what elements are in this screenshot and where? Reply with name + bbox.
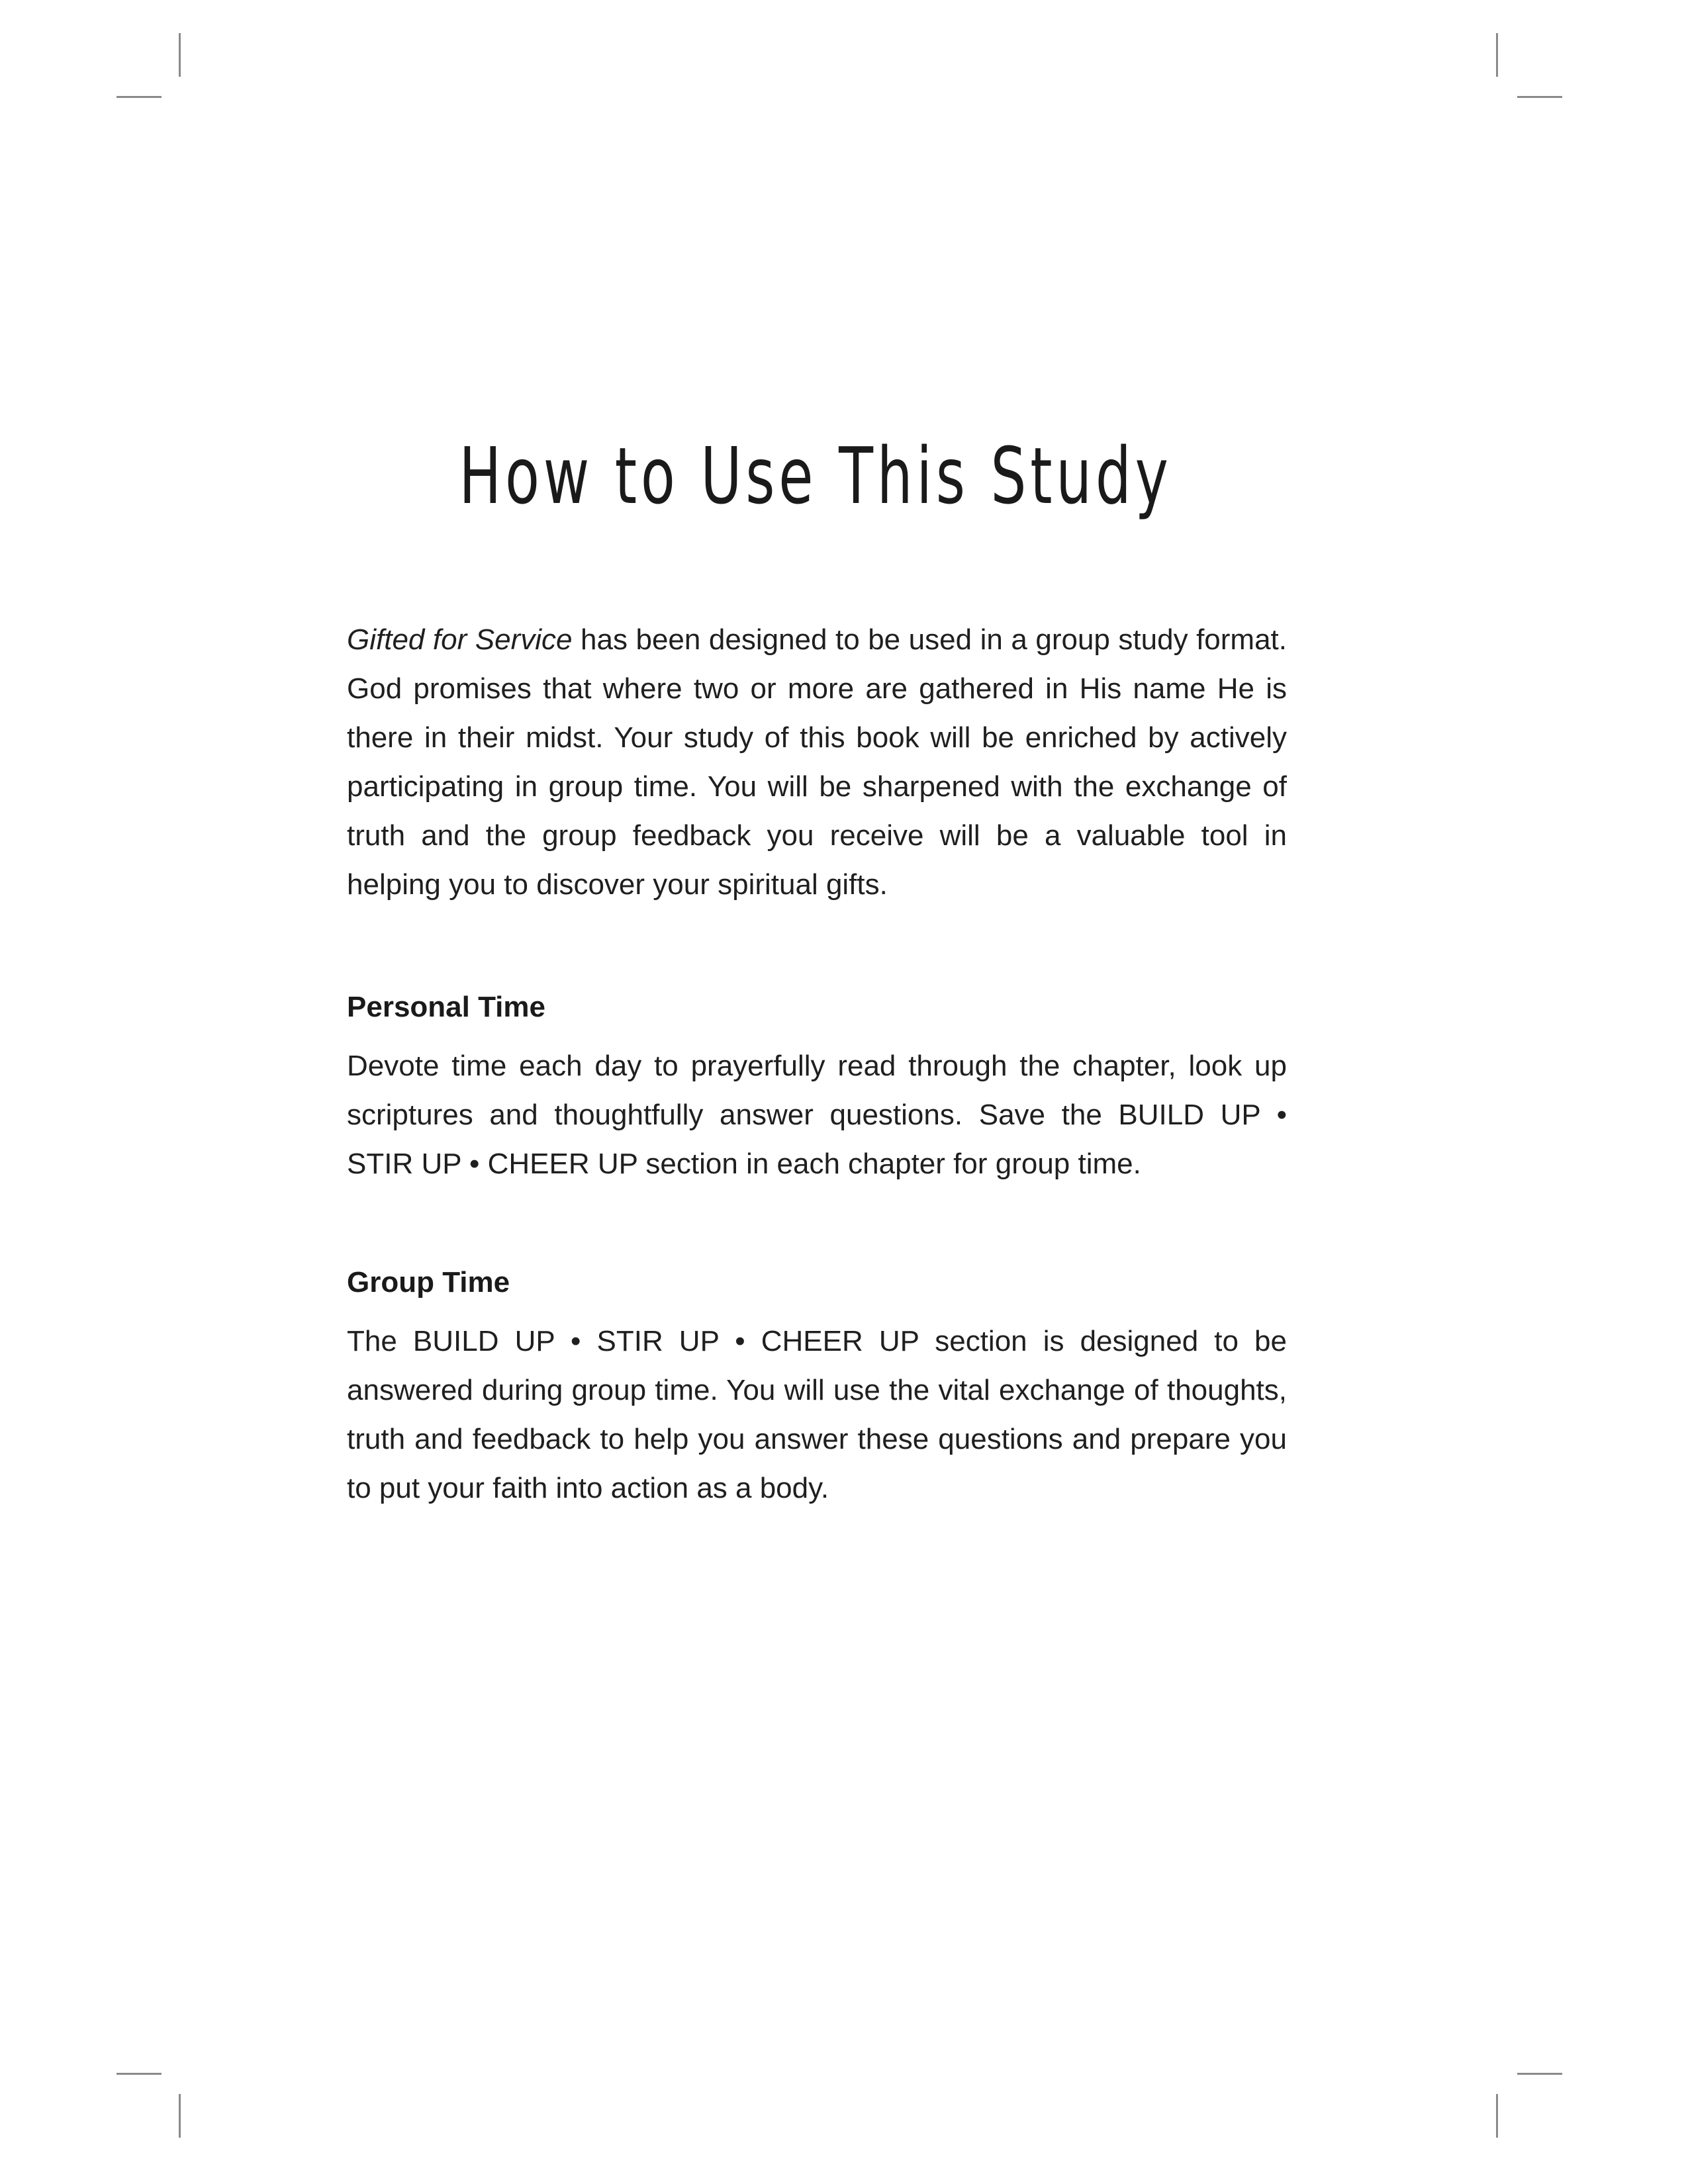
intro-paragraph	[347, 615, 1287, 909]
crop-mark-top-right-vertical	[1496, 33, 1498, 77]
section-group-time	[347, 1263, 1287, 1513]
section-text-group-time: The BUILD UP • STIR UP • CHEER UP section is designed to be answered during group time. You will use the vital exchange of thoughts, truth and feedback to help you answer these questions and prepare you to put your faith into action as a body.	[347, 1325, 1287, 1504]
crop-mark-bottom-left-horizontal	[117, 2073, 162, 2075]
page-content	[347, 615, 1287, 1513]
page-title: How to Use This Study	[459, 430, 1172, 522]
crop-mark-top-left-horizontal	[117, 96, 162, 98]
section-personal-time	[347, 987, 1287, 1189]
crop-mark-bottom-left-vertical	[179, 2094, 181, 2138]
section-heading-group-time: Group Time	[347, 1266, 510, 1298]
crop-mark-bottom-right-horizontal	[1517, 2073, 1562, 2075]
crop-mark-top-right-horizontal	[1517, 96, 1562, 98]
intro-text: has been designed to be used in a group study format. God promises that where two or more are gathered in His name He is there in their midst. Your study of this book will be enriched by actively participating in group time. You will be sharpened with the exchange of truth and the group feedback you receive will be a valuable tool in helping you to discover your spiritual gifts.	[347, 623, 1288, 901]
crop-mark-bottom-right-vertical	[1496, 2094, 1498, 2138]
book-title-italic: Gifted for Service	[347, 623, 573, 656]
section-heading-personal-time: Personal Time	[347, 991, 545, 1023]
crop-mark-top-left-vertical	[179, 33, 181, 77]
section-text-personal-time: Devote time each day to prayerfully read through the chapter, look up scriptures and thoughtfully answer questions. Save the BUILD UP • STIR UP • CHEER UP section in each chapter for group time.	[347, 1050, 1287, 1180]
